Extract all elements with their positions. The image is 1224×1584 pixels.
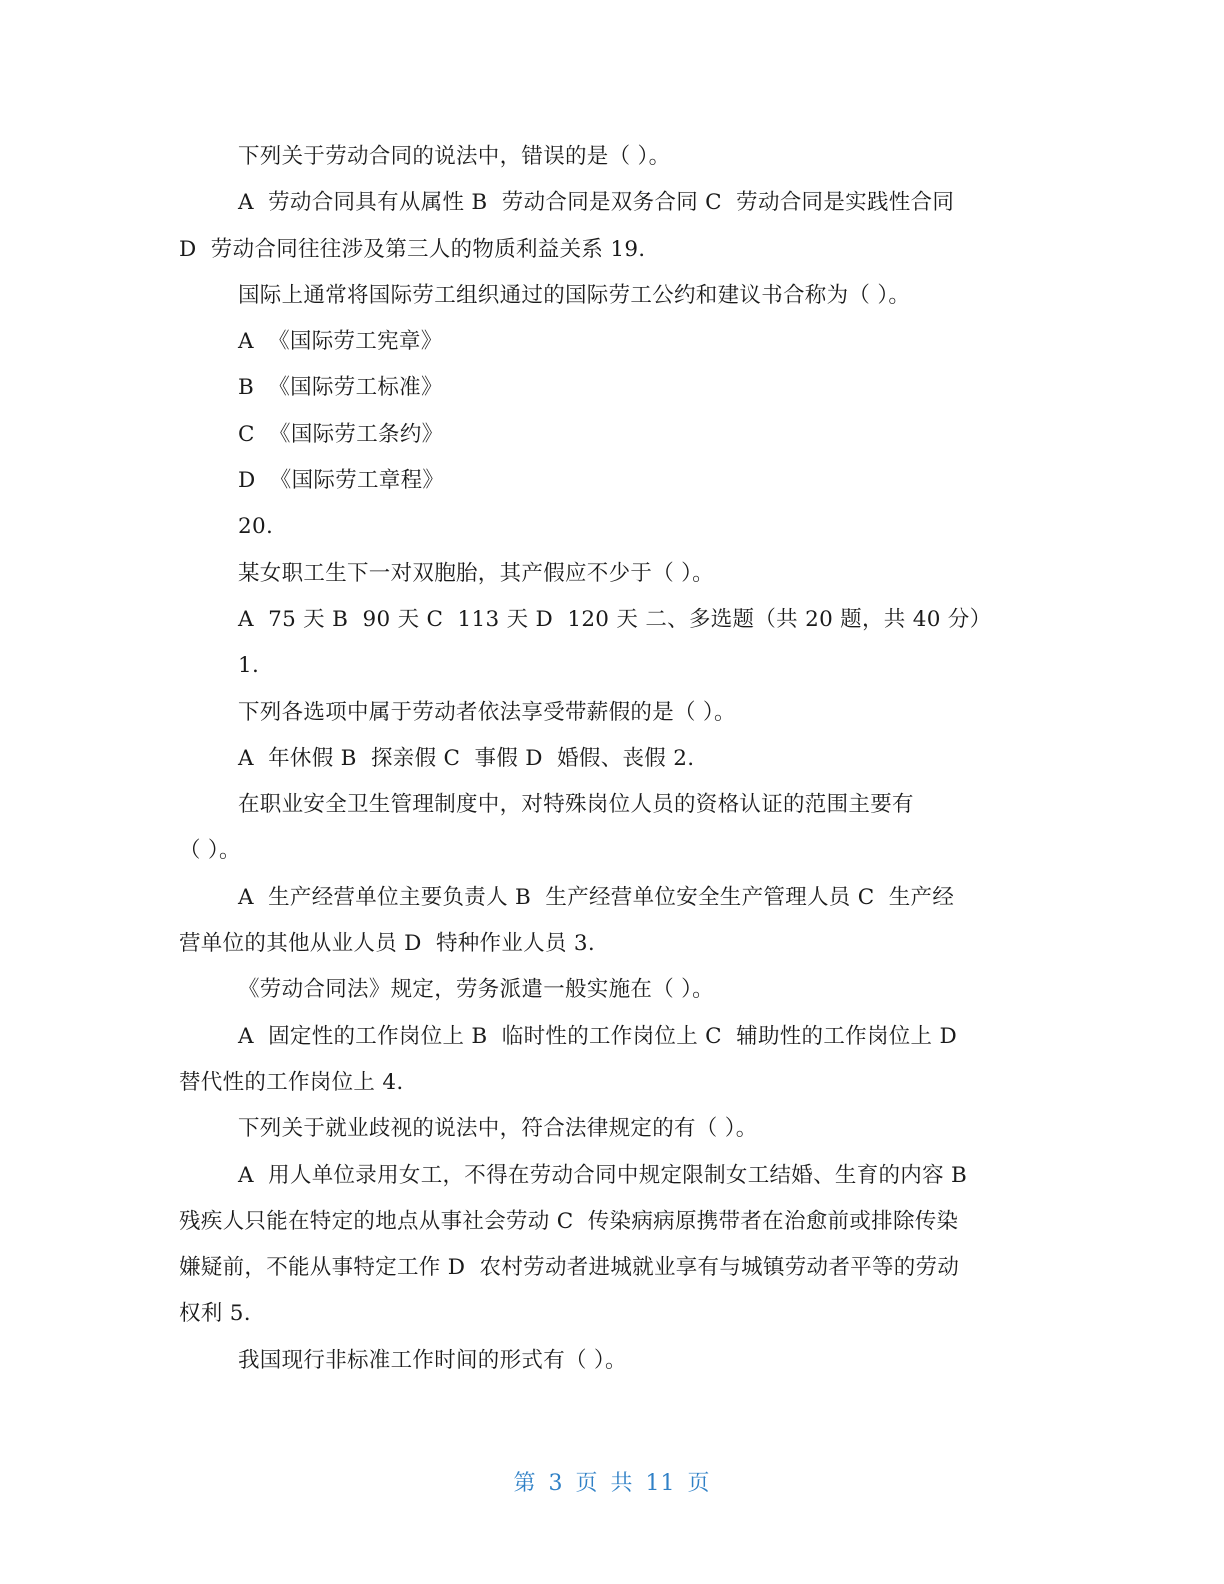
options-line: A 年休假 B 探亲假 C 事假 D 婚假、丧假 2.: [238, 745, 695, 771]
question-stem: 下列关于劳动合同的说法中，错误的是（ ）。: [238, 144, 671, 169]
footer-suffix: 页: [687, 1471, 711, 1496]
question-stem: 《劳动合同法》规定，劳务派遣一般实施在（ ）。: [238, 977, 714, 1003]
options-line-continued: 替代性的工作岗位上 4.: [179, 1069, 404, 1095]
option-d: D 《国际劳工章程》: [238, 468, 445, 494]
question-stem: 国际上通常将国际劳工组织通过的国际劳工公约和建议书合称为（ ）。: [238, 282, 911, 308]
footer-page-number: 3: [548, 1471, 564, 1496]
question-number: 1.: [238, 653, 260, 679]
options-line-continued: 嫌疑前，不能从事特定工作 D 农村劳动者进城就业享有与城镇劳动者平等的劳动: [179, 1255, 960, 1281]
footer-total-pages: 11: [645, 1471, 676, 1496]
options-line: A 生产经营单位主要负责人 B 生产经营单位安全生产管理人员 C 生产经: [238, 884, 955, 910]
question-number: 20.: [238, 514, 274, 540]
question-stem: 在职业安全卫生管理制度中，对特殊岗位人员的资格认证的范围主要有: [238, 792, 914, 818]
footer-page-word: 页: [575, 1471, 599, 1496]
options-line-continued: 权利 5.: [179, 1301, 251, 1327]
option-b: B 《国际劳工标准》: [238, 375, 443, 401]
options-line-continued: 营单位的其他从业人员 D 特种作业人员 3.: [179, 931, 595, 957]
page-footer: [0, 1466, 1224, 1497]
option-c: C 《国际劳工条约》: [238, 421, 444, 447]
question-stem: 我国现行非标准工作时间的形式有（ ）。: [238, 1347, 627, 1373]
options-line: A 75 天 B 90 天 C 113 天 D 120 天 二、多选题（共 20 题，共 40 分）: [238, 606, 992, 632]
question-stem-continued: （ ）。: [179, 838, 241, 864]
options-line: A 用人单位录用女工，不得在劳动合同中规定限制女工结婚、生育的内容 B: [238, 1162, 968, 1188]
options-line-continued: D 劳动合同往往涉及第三人的物质利益关系 19.: [179, 236, 646, 262]
options-line: A 劳动合同具有从属性 B 劳动合同是双务合同 C 劳动合同是实践性合同: [238, 190, 955, 216]
footer-total-word: 共: [610, 1471, 634, 1496]
options-line: A 固定性的工作岗位上 B 临时性的工作岗位上 C 辅助性的工作岗位上 D: [238, 1023, 958, 1049]
question-stem: 下列关于就业歧视的说法中，符合法律规定的有（ ）。: [238, 1116, 758, 1142]
question-stem: 某女职工生下一对双胞胎，其产假应不少于（ ）。: [238, 560, 714, 586]
footer-prefix: 第: [513, 1471, 537, 1496]
option-a: A 《国际劳工宪章》: [238, 329, 443, 355]
document-body: [179, 134, 1039, 1384]
question-stem: 下列各选项中属于劳动者依法享受带薪假的是（ ）。: [238, 699, 736, 725]
options-line-continued: 残疾人只能在特定的地点从事社会劳动 C 传染病病原携带者在治愈前或排除传染: [179, 1208, 959, 1234]
